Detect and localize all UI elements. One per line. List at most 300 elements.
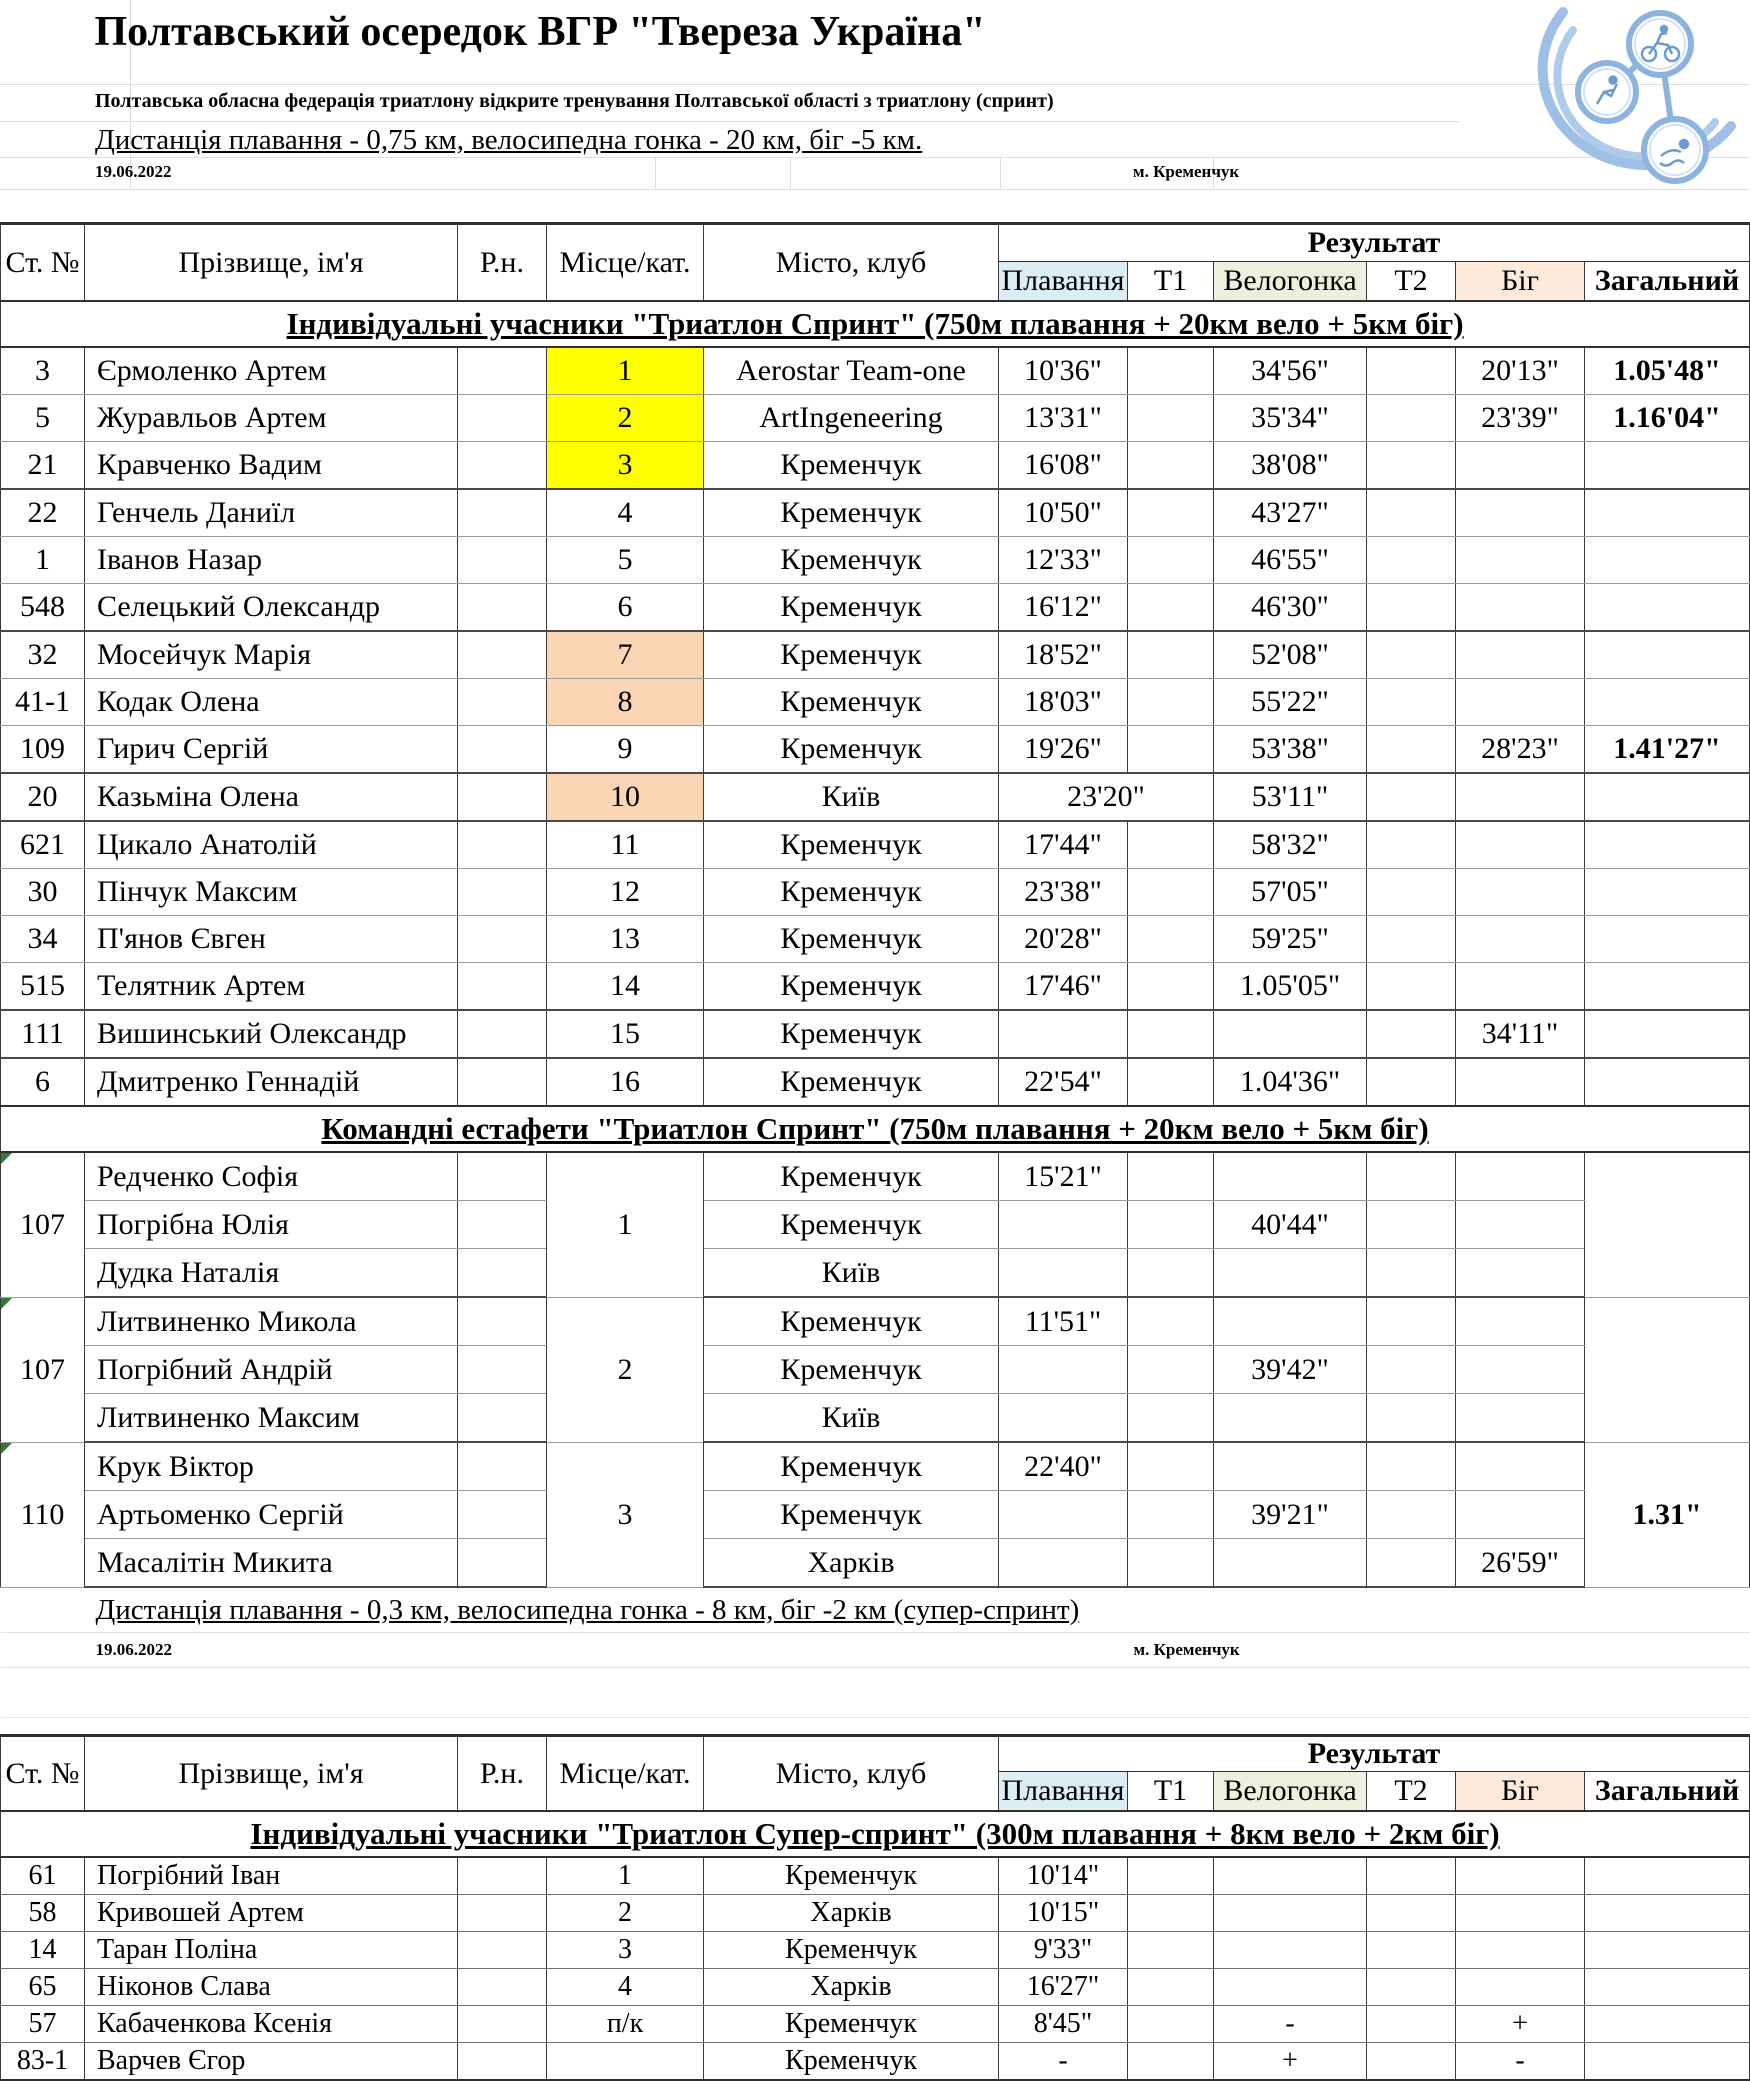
run-time-cell — [1456, 1394, 1585, 1443]
t1-cell — [1128, 1857, 1214, 1895]
velo-time-cell — [1214, 1932, 1367, 1969]
place-cell: 7 — [547, 631, 704, 679]
t1-cell — [1128, 631, 1214, 679]
place-cell: 13 — [547, 916, 704, 963]
velo-time-cell: 53'11" — [1214, 773, 1367, 821]
place-cell: п/к — [547, 2006, 704, 2043]
name-cell: Крук Віктор — [85, 1442, 458, 1491]
t2-cell — [1367, 1895, 1456, 1932]
gridline — [655, 157, 656, 190]
birth-year-cell — [458, 631, 547, 679]
birth-year-cell — [458, 773, 547, 821]
t2-cell — [1367, 916, 1456, 963]
t1-cell — [1128, 1201, 1214, 1249]
results-table — [0, 222, 1750, 2081]
birth-year-cell — [458, 1249, 547, 1298]
col-header-swim: Плавання — [999, 1772, 1128, 1812]
club-cell: ArtIngeneering — [704, 395, 999, 442]
t2-cell — [1367, 1346, 1456, 1394]
total-time-cell: 1.05'48" — [1585, 347, 1750, 395]
club-cell: Кременчук — [704, 537, 999, 584]
t2-cell — [1367, 537, 1456, 584]
col-header-velo: Велогонка — [1214, 262, 1367, 302]
velo-time-cell — [1214, 1394, 1367, 1443]
run-time-cell — [1456, 631, 1585, 679]
swim-time-cell: 17'44" — [999, 821, 1128, 869]
swim-time-cell: 11'51" — [999, 1297, 1128, 1346]
t2-cell — [1367, 489, 1456, 537]
swim-time-cell: 18'52" — [999, 631, 1128, 679]
club-cell: Кременчук — [704, 679, 999, 726]
t1-cell — [1128, 1297, 1214, 1346]
swim-time-cell: 10'14" — [999, 1857, 1128, 1895]
place-cell — [547, 2043, 704, 2081]
run-time-cell: - — [1456, 2043, 1585, 2081]
velo-time-cell — [1214, 1539, 1367, 1588]
total-time-cell — [1585, 2043, 1750, 2081]
col-header-city: Місто, клуб — [704, 224, 999, 302]
birth-year-cell — [458, 1297, 547, 1346]
swim-time-cell: - — [999, 2043, 1128, 2081]
swim-time-cell: 16'27" — [999, 1969, 1128, 2006]
run-time-cell — [1456, 1152, 1585, 1201]
run-time-cell — [1456, 1201, 1585, 1249]
note-date-row — [1, 1633, 1750, 1668]
swim-time-cell: 23'38" — [999, 869, 1128, 916]
place-cell: 15 — [547, 1010, 704, 1058]
name-cell: Артьоменко Сергій — [85, 1491, 458, 1539]
page-title: Полтавський осередок ВГР "Твереза Україна" — [94, 9, 986, 55]
name-cell: Журавльов Артем — [85, 395, 458, 442]
place-cell: 1 — [547, 1857, 704, 1895]
total-time-cell — [1585, 1152, 1750, 1297]
place-cell: 11 — [547, 821, 704, 869]
velo-time-cell: 55'22" — [1214, 679, 1367, 726]
t2-cell — [1367, 1058, 1456, 1106]
t1-cell — [1128, 1539, 1214, 1588]
t1-cell — [1128, 1969, 1214, 2006]
birth-year-cell — [458, 821, 547, 869]
gridline — [790, 157, 791, 190]
birth-year-cell — [458, 1932, 547, 1969]
t2-cell — [1367, 1201, 1456, 1249]
stat-no-cell: 32 — [1, 631, 85, 679]
club-cell: Кременчук — [704, 489, 999, 537]
stat-no-cell: 61 — [1, 1857, 85, 1895]
t1-cell — [1128, 726, 1214, 774]
velo-time-cell: 34'56" — [1214, 347, 1367, 395]
run-time-cell — [1456, 821, 1585, 869]
swim-time-cell: 23'20" — [999, 773, 1214, 821]
run-time-cell — [1456, 916, 1585, 963]
event-date-1: 19.06.2022 — [95, 162, 172, 181]
club-cell: Кременчук — [704, 1932, 999, 1969]
club-cell: Aerostar Team-one — [704, 347, 999, 395]
spacer-row — [1, 1668, 1750, 1736]
birth-year-cell — [458, 1346, 547, 1394]
t2-cell — [1367, 1539, 1456, 1588]
total-time-cell — [1585, 963, 1750, 1011]
place-cell: 12 — [547, 869, 704, 916]
birth-year-cell — [458, 584, 547, 632]
col-header-velo: Велогонка — [1214, 1772, 1367, 1812]
total-time-cell — [1585, 489, 1750, 537]
club-cell: Кременчук — [704, 1201, 999, 1249]
section-title — [1, 1811, 1750, 1857]
birth-year-cell — [458, 1969, 547, 2006]
birth-year-cell — [458, 1058, 547, 1106]
total-time-cell — [1585, 1297, 1750, 1442]
event-date-2: 19.06.2022 — [95, 1640, 172, 1659]
t2-cell — [1367, 1857, 1456, 1895]
name-cell: Кодак Олена — [85, 679, 458, 726]
total-time-cell — [1585, 679, 1750, 726]
event-location-2: м. Кременчук — [1133, 1640, 1240, 1659]
t2-cell — [1367, 395, 1456, 442]
place-cell: 3 — [547, 1442, 704, 1587]
club-cell: Харків — [704, 1895, 999, 1932]
birth-year-cell — [458, 2043, 547, 2081]
club-cell: Кременчук — [704, 2006, 999, 2043]
t2-cell — [1367, 1969, 1456, 2006]
place-cell: 1 — [547, 1152, 704, 1297]
t1-cell — [1128, 2043, 1214, 2081]
stat-no-cell: 21 — [1, 442, 85, 490]
place-cell: 1 — [547, 347, 704, 395]
place-cell: 3 — [547, 1932, 704, 1969]
gridline — [1, 1684, 1750, 1718]
col-header-run: Біг — [1456, 262, 1585, 302]
t1-cell — [1128, 2006, 1214, 2043]
run-time-cell — [1456, 963, 1585, 1011]
t1-cell — [1128, 1058, 1214, 1106]
col-header-birth: Р.н. — [458, 1736, 547, 1812]
place-cell: 2 — [547, 1895, 704, 1932]
col-header-place: Місце/кат. — [547, 224, 704, 302]
run-time-cell — [1456, 1346, 1585, 1394]
club-cell: Кременчук — [704, 916, 999, 963]
run-time-cell — [1456, 1297, 1585, 1346]
t1-cell — [1128, 916, 1214, 963]
velo-time-cell: 38'08" — [1214, 442, 1367, 490]
velo-time-cell: 40'44" — [1214, 1201, 1367, 1249]
birth-year-cell — [458, 442, 547, 490]
distance-note-2: Дистанція плавання - 0,3 км, велосипедна гонка - 8 км, біг -2 км (супер-спринт) — [95, 1593, 1080, 1626]
total-time-cell — [1585, 773, 1750, 821]
club-cell: Кременчук — [704, 442, 999, 490]
gridline — [0, 121, 1460, 122]
t1-cell — [1128, 489, 1214, 537]
t1-cell — [1128, 1346, 1214, 1394]
col-header-birth: Р.н. — [458, 224, 547, 302]
club-cell: Кременчук — [704, 584, 999, 632]
place-cell: 9 — [547, 726, 704, 774]
total-time-cell: 1.41'27" — [1585, 726, 1750, 774]
t1-cell — [1128, 1491, 1214, 1539]
col-header-total: Загальний — [1585, 262, 1750, 302]
swim-time-cell: 10'15" — [999, 1895, 1128, 1932]
name-cell: Цикало Анатолій — [85, 821, 458, 869]
green-corner-marker — [1, 1298, 12, 1309]
run-time-cell — [1456, 1932, 1585, 1969]
stat-no-cell: 548 — [1, 584, 85, 632]
club-cell: Київ — [704, 1249, 999, 1298]
run-time-cell — [1456, 537, 1585, 584]
name-cell: Мосейчук Марія — [85, 631, 458, 679]
section-title-text: Індивідуальні учасники "Триатлон Супер-спринт" (300м плавання + 8км вело + 2км біг) — [250, 1816, 1500, 1851]
birth-year-cell — [458, 1539, 547, 1588]
velo-time-cell: 46'30" — [1214, 584, 1367, 632]
stat-no-cell: 22 — [1, 489, 85, 537]
t2-cell — [1367, 726, 1456, 774]
t1-cell — [1128, 395, 1214, 442]
place-cell: 14 — [547, 963, 704, 1011]
t2-cell — [1367, 869, 1456, 916]
swim-time-cell: 19'26" — [999, 726, 1128, 774]
section-title — [1, 1106, 1750, 1152]
swim-time-cell: 10'50" — [999, 489, 1128, 537]
swim-time-cell: 16'12" — [999, 584, 1128, 632]
t1-cell — [1128, 1932, 1214, 1969]
name-cell: Дмитренко Геннадій — [85, 1058, 458, 1106]
note-distance — [1, 1587, 1750, 1633]
place-cell: 4 — [547, 489, 704, 537]
swim-time-cell: 8'45" — [999, 2006, 1128, 2043]
swim-time-cell — [999, 1491, 1128, 1539]
birth-year-cell — [458, 537, 547, 584]
birth-year-cell — [458, 347, 547, 395]
run-time-cell — [1456, 584, 1585, 632]
club-cell: Кременчук — [704, 869, 999, 916]
place-cell: 8 — [547, 679, 704, 726]
run-time-cell: + — [1456, 2006, 1585, 2043]
name-cell: Масалітін Микита — [85, 1539, 458, 1588]
col-header-place: Місце/кат. — [547, 1736, 704, 1812]
run-time-cell — [1456, 1249, 1585, 1298]
swim-time-cell — [999, 1394, 1128, 1443]
stat-no-cell: 20 — [1, 773, 85, 821]
event-location-1: м. Кременчук — [1133, 162, 1240, 181]
total-time-cell — [1585, 821, 1750, 869]
club-cell: Кременчук — [704, 1491, 999, 1539]
birth-year-cell — [458, 916, 547, 963]
t2-cell — [1367, 1491, 1456, 1539]
green-corner-marker — [1, 1443, 12, 1454]
birth-year-cell — [458, 1895, 547, 1932]
run-time-cell — [1456, 679, 1585, 726]
swim-time-cell: 10'36" — [999, 347, 1128, 395]
name-cell: Телятник Артем — [85, 963, 458, 1011]
run-time-cell: 26'59" — [1456, 1539, 1585, 1588]
birth-year-cell — [458, 1442, 547, 1491]
birth-year-cell — [458, 869, 547, 916]
swim-time-cell — [999, 1346, 1128, 1394]
total-time-cell — [1585, 1969, 1750, 2006]
velo-time-cell: + — [1214, 2043, 1367, 2081]
velo-time-cell: 53'38" — [1214, 726, 1367, 774]
t1-cell — [1128, 347, 1214, 395]
t1-cell — [1128, 1394, 1214, 1443]
t2-cell — [1367, 1010, 1456, 1058]
birth-year-cell — [458, 1010, 547, 1058]
place-cell: 2 — [547, 395, 704, 442]
run-time-cell — [1456, 1058, 1585, 1106]
stat-no-cell: 109 — [1, 726, 85, 774]
t2-cell — [1367, 2043, 1456, 2081]
t2-cell — [1367, 963, 1456, 1011]
col-header-t1: Т1 — [1128, 1772, 1214, 1812]
velo-time-cell — [1214, 1442, 1367, 1491]
name-cell: Кравченко Вадим — [85, 442, 458, 490]
run-time-cell — [1456, 1857, 1585, 1895]
name-cell: Литвиненко Максим — [85, 1394, 458, 1443]
t1-cell — [1128, 1895, 1214, 1932]
velo-time-cell: - — [1214, 2006, 1367, 2043]
name-cell: Вишинський Олександр — [85, 1010, 458, 1058]
swim-time-cell — [999, 1010, 1128, 1058]
place-cell: 2 — [547, 1297, 704, 1442]
stat-no-cell: 515 — [1, 963, 85, 1011]
birth-year-cell — [458, 489, 547, 537]
birth-year-cell — [458, 2006, 547, 2043]
swim-time-cell — [999, 1249, 1128, 1298]
velo-time-cell: 1.04'36" — [1214, 1058, 1367, 1106]
name-cell: Селецький Олександр — [85, 584, 458, 632]
birth-year-cell — [458, 726, 547, 774]
run-time-cell — [1456, 489, 1585, 537]
t2-cell — [1367, 1932, 1456, 1969]
t2-cell — [1367, 679, 1456, 726]
club-cell: Кременчук — [704, 631, 999, 679]
birth-year-cell — [458, 1394, 547, 1443]
velo-time-cell: 52'08" — [1214, 631, 1367, 679]
t2-cell — [1367, 821, 1456, 869]
name-cell: Казьміна Олена — [85, 773, 458, 821]
run-time-cell: 28'23" — [1456, 726, 1585, 774]
t1-cell — [1128, 963, 1214, 1011]
total-time-cell — [1585, 631, 1750, 679]
run-time-cell — [1456, 1442, 1585, 1491]
total-time-cell: 1.31" — [1585, 1442, 1750, 1587]
col-header-run: Біг — [1456, 1772, 1585, 1812]
run-time-cell: 23'39" — [1456, 395, 1585, 442]
section-title — [1, 301, 1750, 347]
stat-no-cell: 57 — [1, 2006, 85, 2043]
name-cell: П'янов Євген — [85, 916, 458, 963]
swim-time-cell — [999, 1201, 1128, 1249]
swim-time-cell: 15'21" — [999, 1152, 1128, 1201]
birth-year-cell — [458, 1201, 547, 1249]
club-cell: Кременчук — [704, 1442, 999, 1491]
club-cell: Кременчук — [704, 2043, 999, 2081]
velo-time-cell — [1214, 1249, 1367, 1298]
club-cell: Кременчук — [704, 1346, 999, 1394]
velo-time-cell: 58'32" — [1214, 821, 1367, 869]
total-time-cell — [1585, 2006, 1750, 2043]
birth-year-cell — [458, 963, 547, 1011]
stat-no-cell: 3 — [1, 347, 85, 395]
run-time-cell: 34'11" — [1456, 1010, 1585, 1058]
club-cell: Кременчук — [704, 1010, 999, 1058]
stat-no-cell: 14 — [1, 1932, 85, 1969]
distance-note-1: Дистанція плавання - 0,75 км, велосипедна гонка - 20 км, біг -5 км. — [95, 124, 923, 156]
run-time-cell — [1456, 869, 1585, 916]
swim-time-cell: 22'54" — [999, 1058, 1128, 1106]
green-corner-marker — [1, 1153, 12, 1164]
t1-cell — [1128, 584, 1214, 632]
club-cell: Кременчук — [704, 963, 999, 1011]
velo-time-cell: 39'21" — [1214, 1491, 1367, 1539]
name-cell: Ніконов Слава — [85, 1969, 458, 2006]
t2-cell — [1367, 442, 1456, 490]
velo-time-cell — [1214, 1297, 1367, 1346]
birth-year-cell — [458, 679, 547, 726]
place-cell: 10 — [547, 773, 704, 821]
col-header-city: Місто, клуб — [704, 1736, 999, 1812]
name-cell: Погрібний Іван — [85, 1857, 458, 1895]
name-cell: Кабаченкова Ксенія — [85, 2006, 458, 2043]
total-time-cell — [1585, 1857, 1750, 1895]
club-cell: Київ — [704, 773, 999, 821]
velo-time-cell: 59'25" — [1214, 916, 1367, 963]
velo-time-cell — [1214, 1857, 1367, 1895]
total-time-cell — [1585, 537, 1750, 584]
velo-time-cell: 43'27" — [1214, 489, 1367, 537]
col-header-name: Прізвище, ім'я — [85, 1736, 458, 1812]
name-cell: Генчель Даниїл — [85, 489, 458, 537]
swim-time-cell: 18'03" — [999, 679, 1128, 726]
place-cell: 16 — [547, 1058, 704, 1106]
col-header-t2: Т2 — [1367, 1772, 1456, 1812]
total-time-cell — [1585, 442, 1750, 490]
team-no-cell: 107 — [1, 1297, 85, 1442]
stat-no-cell: 111 — [1, 1010, 85, 1058]
name-cell: Кривошей Артем — [85, 1895, 458, 1932]
total-time-cell — [1585, 916, 1750, 963]
t1-cell — [1128, 679, 1214, 726]
t2-cell — [1367, 631, 1456, 679]
document-header — [0, 0, 1749, 222]
velo-time-cell: 39'42" — [1214, 1346, 1367, 1394]
velo-time-cell — [1214, 1969, 1367, 2006]
birth-year-cell — [458, 1857, 547, 1895]
stat-no-cell: 6 — [1, 1058, 85, 1106]
swim-time-cell: 12'33" — [999, 537, 1128, 584]
team-no-cell: 110 — [1, 1442, 85, 1587]
velo-time-cell — [1214, 1010, 1367, 1058]
total-time-cell — [1585, 1010, 1750, 1058]
stat-no-cell: 30 — [1, 869, 85, 916]
run-time-cell — [1456, 1969, 1585, 2006]
name-cell: Іванов Назар — [85, 537, 458, 584]
run-time-cell — [1456, 442, 1585, 490]
result-header: Результат — [999, 1736, 1750, 1772]
swim-time-cell: 17'46" — [999, 963, 1128, 1011]
t2-cell — [1367, 773, 1456, 821]
swim-time-cell: 22'40" — [999, 1442, 1128, 1491]
t2-cell — [1367, 1394, 1456, 1443]
run-time-cell — [1456, 773, 1585, 821]
t2-cell — [1367, 1442, 1456, 1491]
name-cell: Таран Поліна — [85, 1932, 458, 1969]
total-time-cell — [1585, 1058, 1750, 1106]
col-header-t1: Т1 — [1128, 262, 1214, 302]
col-header-name: Прізвище, ім'я — [85, 224, 458, 302]
name-cell: Гирич Сергій — [85, 726, 458, 774]
triathlon-logo — [1477, 2, 1745, 200]
club-cell: Кременчук — [704, 726, 999, 774]
t1-cell — [1128, 869, 1214, 916]
